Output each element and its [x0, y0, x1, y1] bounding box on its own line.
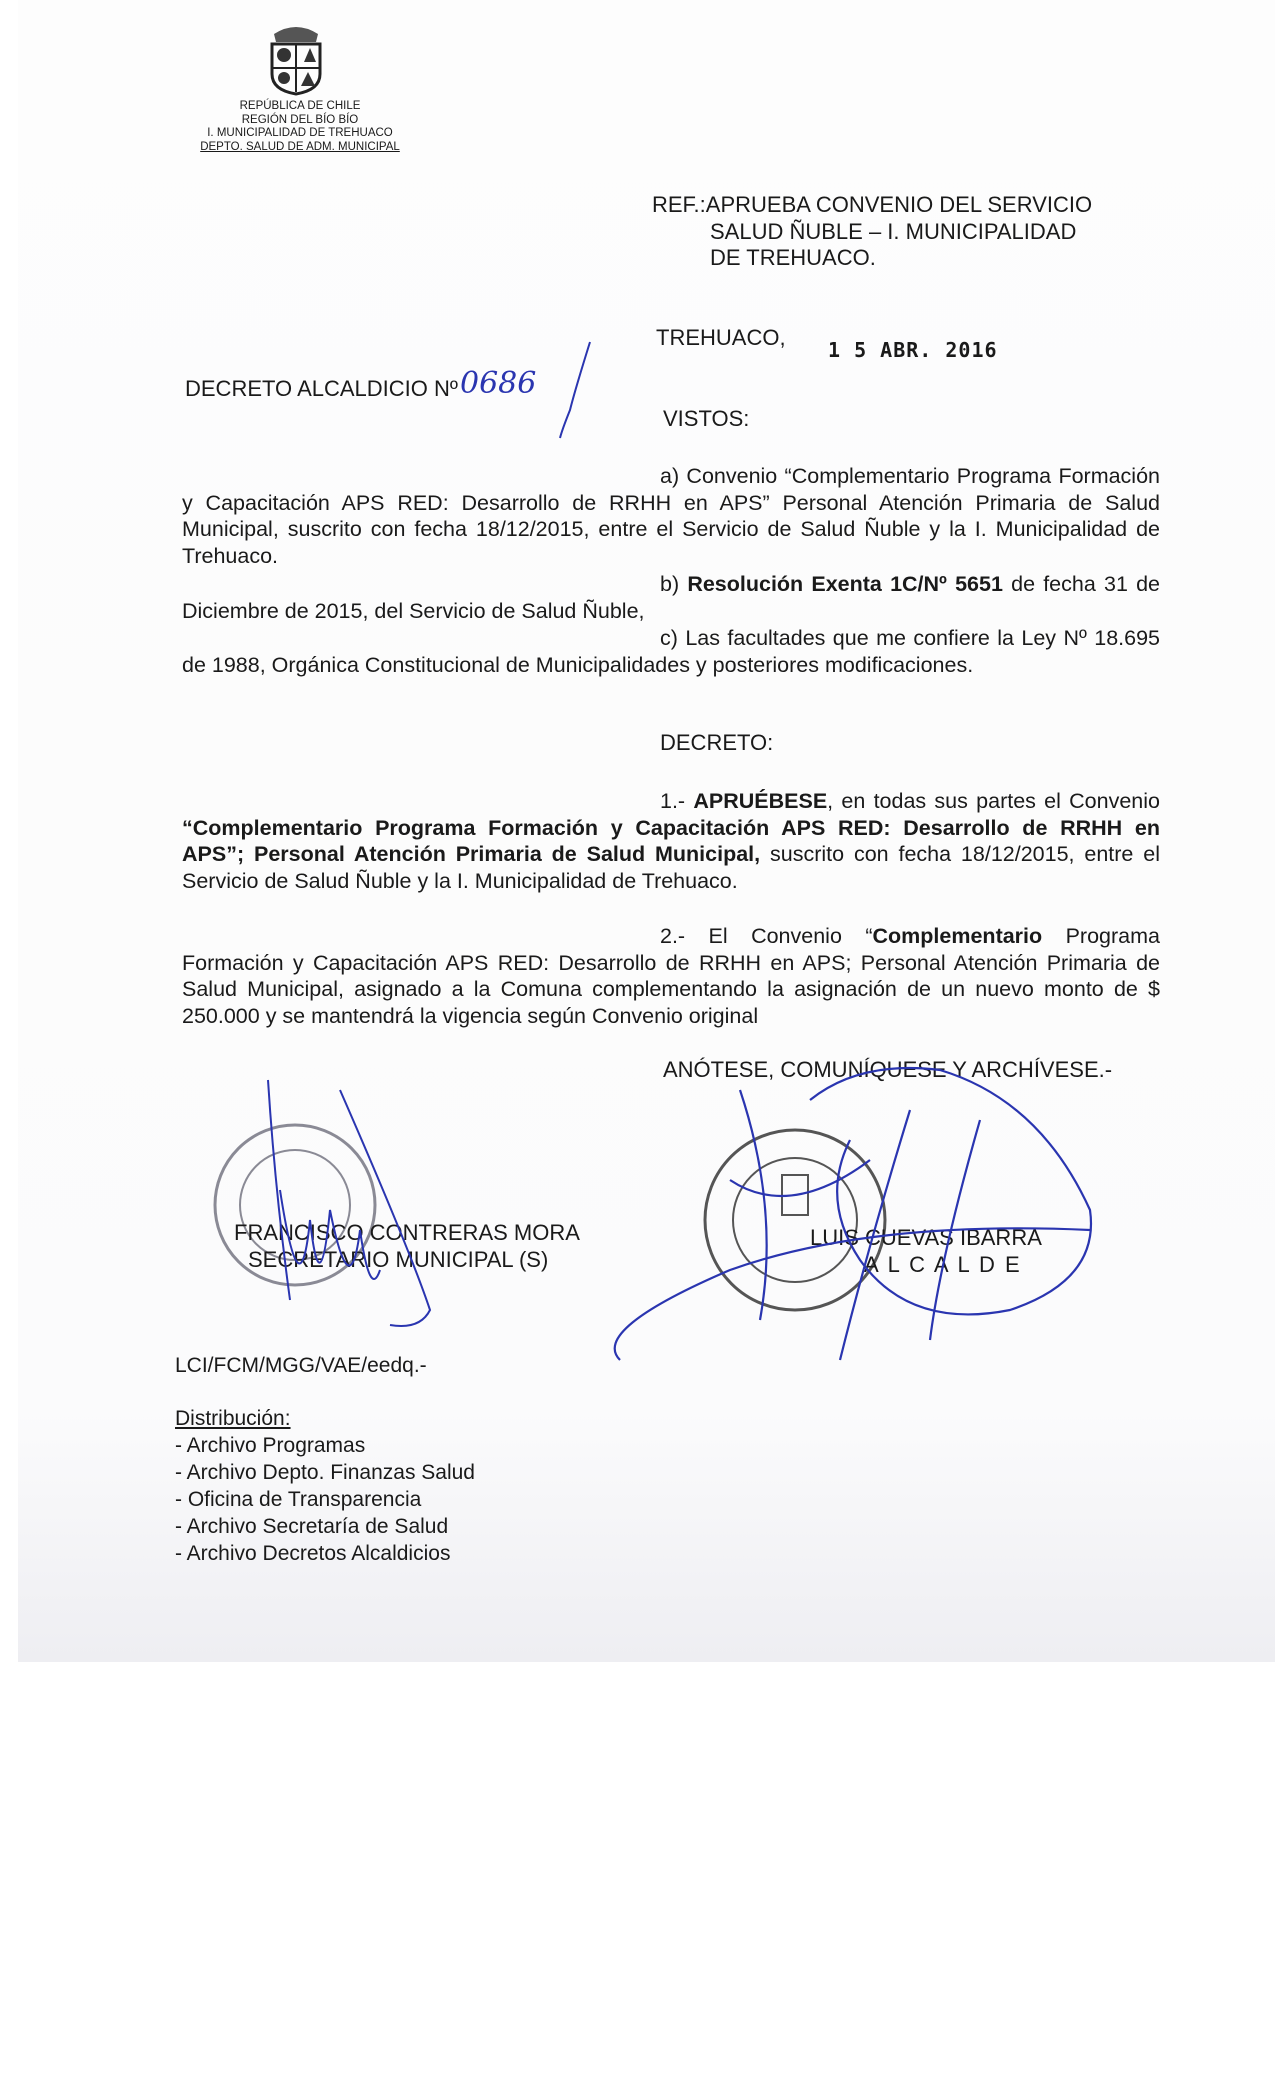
decreto-heading: DECRETO: — [660, 730, 774, 755]
coat-of-arms-icon — [266, 24, 326, 96]
list-item: - Archivo Decretos Alcaldicios — [175, 1542, 451, 1565]
reference-block — [652, 192, 1092, 272]
date-stamp: 1 5 ABR. 2016 — [828, 338, 998, 362]
list-item: - Archivo Programas — [175, 1434, 366, 1457]
letterhead — [200, 100, 400, 154]
letterhead-line: DEPTO. SALUD DE ADM. MUNICIPAL — [200, 140, 400, 153]
resolution-reference: Resolución Exenta 1C/Nº 5651 — [687, 572, 1003, 596]
approve-word: APRUÉBESE — [693, 789, 828, 813]
decree-number-stroke — [540, 340, 600, 440]
letterhead-line: I. MUNICIPALIDAD DE TREHUACO — [207, 127, 393, 139]
ref-line: REF.:APRUEBA CONVENIO DEL SERVICIO — [652, 192, 1093, 217]
decree-number: 0686 — [460, 366, 537, 401]
secretary-signature — [250, 1070, 550, 1370]
distribution-heading: Distribución: — [175, 1407, 291, 1430]
vistos-a: a) Convenio “Complementario Programa Formación y Capacitación APS RED: Desarrollo de RRHH en APS” Personal Atención Primaria de Salud Municipal, suscrito con fecha 18/12/2015, entre el Servicio de Salud Ñuble y la I. Municipalidad de Trehuaco. — [182, 464, 1160, 568]
letterhead-line: REPÚBLICA DE CHILE — [239, 100, 361, 112]
text: Programa Formación y Capacitación APS RED: Desarrollo de RRHH en APS; Personal Atención Primaria de Salud Municipal, asignado a la Comuna complementando la asignación de un nuevo monto de $ 250.000 y se mantendrá la vigencia según Convenio original — [182, 924, 1160, 1028]
place: TREHUACO, — [656, 325, 786, 350]
distribution — [175, 1405, 475, 1567]
mayor-title: A L C A L D E — [864, 1252, 1020, 1277]
bold-word: Complementario — [872, 924, 1043, 948]
secretary-title: SECRETARIO MUNICIPAL (S) — [248, 1247, 549, 1272]
secretary-name: FRANCISCO CONTRERAS MORA — [234, 1220, 580, 1245]
vistos-c: c) Las facultades que me confiere la Ley Nº 18.695 de 1988, Orgánica Constitucional de Municipalidades y posteriores modificaciones. — [182, 626, 1160, 677]
text: suscrito con fecha 18/12/2015, entre el Servicio de Salud Ñuble y la I. Municipalidad de Trehuaco. — [182, 842, 1160, 893]
decree-label: DECRETO ALCALDICIO Nº — [185, 376, 458, 401]
decreto-item-1 — [182, 788, 1160, 894]
ref-line: DE TREHUACO. — [710, 245, 876, 270]
decreto-item-2 — [182, 923, 1160, 1029]
convenio-title: “Complementario Programa Formación y Capacitación APS RED: Desarrollo de RRHH en APS”; Personal Atención Primaria de Salud Municipal, — [182, 815, 1160, 866]
distribution-list — [175, 1432, 475, 1567]
vistos-heading: VISTOS: — [663, 406, 750, 431]
item-number: 1.- — [660, 789, 694, 813]
ref-line: SALUD ÑUBLE – I. MUNICIPALIDAD — [710, 218, 1077, 244]
mayor-signature — [610, 1060, 1130, 1370]
vistos-b-prefix: b) — [660, 572, 688, 596]
vistos-b — [182, 571, 1160, 624]
closing-formula: ANÓTESE, COMUNÍQUESE Y ARCHÍVESE.- — [663, 1057, 1113, 1082]
letterhead-line: REGIÓN DEL BÍO BÍO — [241, 113, 359, 126]
vistos-b-rest: de fecha 31 de Diciembre de 2015, del Servicio de Salud Ñuble, — [182, 572, 1161, 623]
list-item: - Archivo Secretaría de Salud — [175, 1515, 449, 1538]
mayor-name: LUIS CUEVAS IBARRA — [810, 1225, 1042, 1250]
text: , en todas sus partes el Convenio — [827, 789, 1160, 813]
initials: LCI/FCM/MGG/VAE/eedq.- — [175, 1354, 427, 1377]
list-item: - Archivo Depto. Finanzas Salud — [175, 1461, 475, 1484]
text: 2.- El Convenio “ — [660, 924, 873, 948]
list-item: - Oficina de Transparencia — [175, 1488, 422, 1511]
